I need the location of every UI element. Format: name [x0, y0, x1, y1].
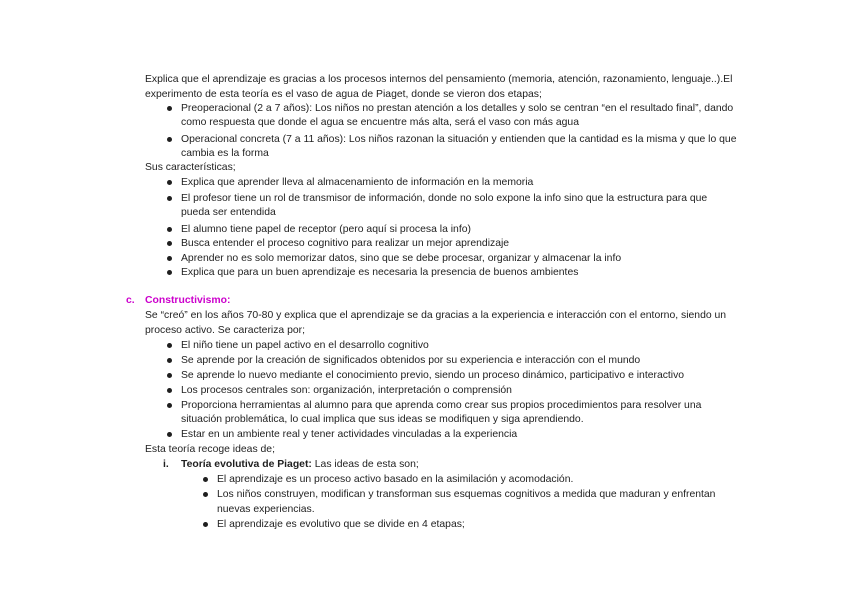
bullet-icon — [167, 256, 172, 261]
intro-line: experimento de esta teoría es el vaso de agua de Piaget, donde se vieron dos etapas; — [145, 89, 542, 100]
bullet-icon — [167, 196, 172, 201]
bullet-icon — [167, 137, 172, 142]
bullet-icon — [167, 241, 172, 246]
bullet-icon — [167, 227, 172, 232]
list-item: El niño tiene un papel activo en el desarrollo cognitivo — [181, 340, 429, 351]
list-item-cont: pueda ser entendida — [181, 207, 276, 218]
list-item-cont: como respuesta que donde el agua se encuentre más alta, será el vaso con más agua — [181, 117, 579, 128]
list-item: Explica que aprender lleva al almacenamiento de información en la memoria — [181, 177, 534, 188]
list-item-cont: nuevas experiencias. — [217, 504, 315, 515]
bullet-icon — [167, 388, 172, 393]
section-marker: c. — [126, 295, 135, 306]
list-item: El aprendizaje es evolutivo que se divide en 4 etapas; — [217, 519, 465, 530]
list-item: Busca entender el proceso cognitivo para realizar un mejor aprendizaje — [181, 238, 510, 249]
list-item: Proporciona herramientas al alumno para que aprenda como crear sus propios procedimientos para resolver una — [181, 400, 702, 411]
bullet-icon — [203, 492, 208, 497]
bullet-icon — [167, 358, 172, 363]
subsection-title: Teoría evolutiva de Piaget: — [181, 459, 312, 470]
list-item-cont: situación problemática, lo cual implica que sus ideas se modifiquen y siga aprendiendo. — [181, 414, 584, 425]
bullet-icon — [167, 373, 172, 378]
list-item: Los procesos centrales son: organización, interpretación o comprensión — [181, 385, 512, 396]
characteristics-label: Sus características; — [145, 162, 236, 173]
bullet-icon — [203, 522, 208, 527]
bullet-icon — [203, 477, 208, 482]
section-title: Constructivismo: — [145, 295, 231, 306]
list-item: Aprender no es solo memorizar datos, sino que se debe procesar, organizar y almacenar la info — [181, 253, 622, 264]
bullet-icon — [167, 180, 172, 185]
list-item: Explica que para un buen aprendizaje es necesaria la presencia de buenos ambientes — [181, 267, 579, 278]
intro-line: Explica que el aprendizaje es gracias a los procesos internos del pensamiento (memoria, atención, razonamiento, lenguaje..).El — [145, 74, 733, 85]
subsection-title-rest: Las ideas de esta son; — [311, 459, 419, 470]
list-item: Estar en un ambiente real y tener actividades vinculadas a la experiencia — [181, 429, 518, 440]
subsection-marker: i. — [163, 459, 169, 470]
list-item: Los niños construyen, modifican y transforman sus esquemas cognitivos a medida que maduran y enfrentan — [217, 489, 716, 500]
list-item: El profesor tiene un rol de transmisor de información, donde no solo expone la info sino que la estructura para que — [181, 193, 708, 204]
section-intro-line: Se “creó” en los años 70-80 y explica que el aprendizaje se da gracias a la experiencia e interacción con el entorno, siendo un — [145, 310, 727, 321]
list-item: El aprendizaje es un proceso activo basado en la asimilación y acomodación. — [217, 474, 574, 485]
bullet-icon — [167, 343, 172, 348]
bullet-icon — [167, 432, 172, 437]
list-item: Operacional concreta (7 a 11 años): Los niños razonan la situación y entienden que la cantidad es la misma y que lo que — [181, 134, 737, 145]
subsection-heading — [181, 458, 419, 472]
bullet-icon — [167, 270, 172, 275]
bullet-icon — [167, 106, 172, 111]
list-item: El alumno tiene papel de receptor (pero aquí si procesa la info) — [181, 224, 471, 235]
list-item: Preoperacional (2 a 7 años): Los niños no prestan atención a los detalles y solo se centran “en el resultado final”, dando — [181, 103, 734, 114]
list-item: Se aprende por la creación de significados obtenidos por su experiencia e interacción con el mundo — [181, 355, 641, 366]
bullet-icon — [167, 403, 172, 408]
list-item: Se aprende lo nuevo mediante el conocimiento previo, siendo un proceso dinámico, participativo e interactivo — [181, 370, 685, 381]
section-intro-line: proceso activo. Se caracteriza por; — [145, 325, 305, 336]
list-item-cont: cambia es la forma — [181, 148, 269, 159]
ideas-label: Esta teoría recoge ideas de; — [145, 444, 275, 455]
